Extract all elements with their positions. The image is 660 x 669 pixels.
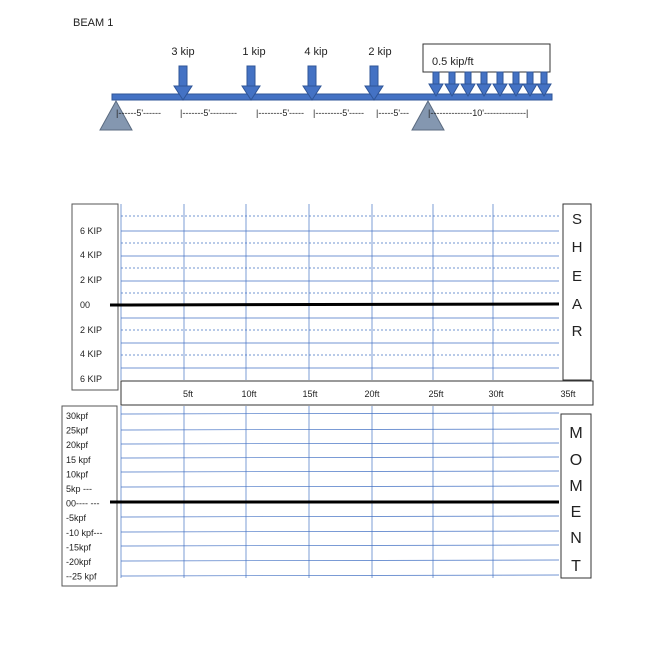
shear-side-letter: R (571, 323, 583, 340)
diagram-title: BEAM 1 (73, 17, 114, 29)
moment-side-letter: E (570, 504, 582, 521)
dimension-2: |-------5'--------- (180, 108, 238, 118)
moment-tick-label: -10 kpf--- (66, 527, 103, 538)
moment-tick-label: 00---- --- (66, 498, 100, 509)
udl-arrow (509, 72, 523, 96)
dimension-6: |--------------10'--------------| (428, 108, 529, 118)
shear-grid (121, 204, 559, 380)
shear-side-letter: E (571, 268, 583, 285)
dimension-1: |------5'------ (116, 108, 162, 118)
udl-arrow (429, 72, 443, 96)
shear-side-letter: H (571, 239, 583, 256)
moment-tick-label: 20kpf (66, 440, 89, 451)
udl-arrow (461, 72, 475, 96)
shear-tick-label: 2 KIP (80, 325, 103, 335)
udl-arrow (537, 72, 551, 96)
moment-side-letter: N (570, 530, 582, 547)
dimension-line (116, 108, 528, 118)
moment-side-letter: O (569, 452, 583, 469)
point-load-label-4: 2 kip (368, 46, 392, 58)
x-tick-label: 25ft (428, 389, 444, 399)
dimension-3: |--------5'----- (256, 108, 305, 118)
moment-tick-label: -20kpf (66, 557, 92, 567)
moment-side-letter: M (569, 478, 583, 495)
point-load-label-3: 4 kip (304, 46, 328, 58)
shear-tick-label: 6 KIP (80, 226, 103, 236)
distributed-load-label: 0.5 kip/ft (432, 56, 474, 68)
shear-zero-line (110, 304, 559, 305)
point-load-label-2: 1 kip (242, 46, 266, 58)
beam (112, 94, 552, 100)
x-tick-label: 5ft (182, 389, 194, 399)
moment-side-letter: M (569, 425, 583, 442)
x-tick-label: 10ft (241, 389, 257, 399)
x-tick-label: 20ft (364, 389, 380, 399)
shear-side-letter: A (571, 296, 583, 313)
udl-arrow (523, 72, 537, 96)
x-tick-label: 30ft (488, 389, 504, 399)
dimension-4: |---------5'----- (313, 108, 365, 118)
point-load-label-1: 3 kip (171, 46, 195, 58)
moment-grid (121, 406, 559, 578)
shear-tick-label: 4 KIP (80, 250, 103, 260)
shear-tick-label: 4 KIP (80, 349, 103, 359)
shear-tick-label: 6 KIP (80, 374, 103, 384)
shear-side-letter: S (571, 211, 583, 228)
x-tick-label: 15ft (302, 389, 318, 399)
distributed-load-arrows (429, 72, 551, 96)
shear-label-box (563, 204, 591, 380)
moment-tick-label: 15 kpf (66, 454, 91, 465)
moment-tick-label: 10kpf (66, 469, 89, 480)
shear-tick-label: 00 (80, 300, 91, 310)
moment-tick-label: 30kpf (66, 411, 89, 421)
moment-tick-label: -15kpf (66, 542, 92, 553)
moment-tick-label: --25 kpf (66, 571, 97, 582)
moment-tick-label: -5kpf (66, 513, 87, 524)
moment-side-letter: T (571, 558, 581, 575)
moment-tick-label: 25kpf (66, 425, 89, 436)
udl-arrow (445, 72, 459, 96)
udl-arrow (477, 72, 491, 96)
moment-tick-label: 5kp --- (66, 484, 93, 494)
udl-arrow (493, 72, 507, 96)
dimension-5: |-----5'--- (376, 108, 410, 118)
x-tick-label: 35ft (560, 389, 576, 399)
shear-tick-label: 2 KIP (80, 275, 103, 285)
